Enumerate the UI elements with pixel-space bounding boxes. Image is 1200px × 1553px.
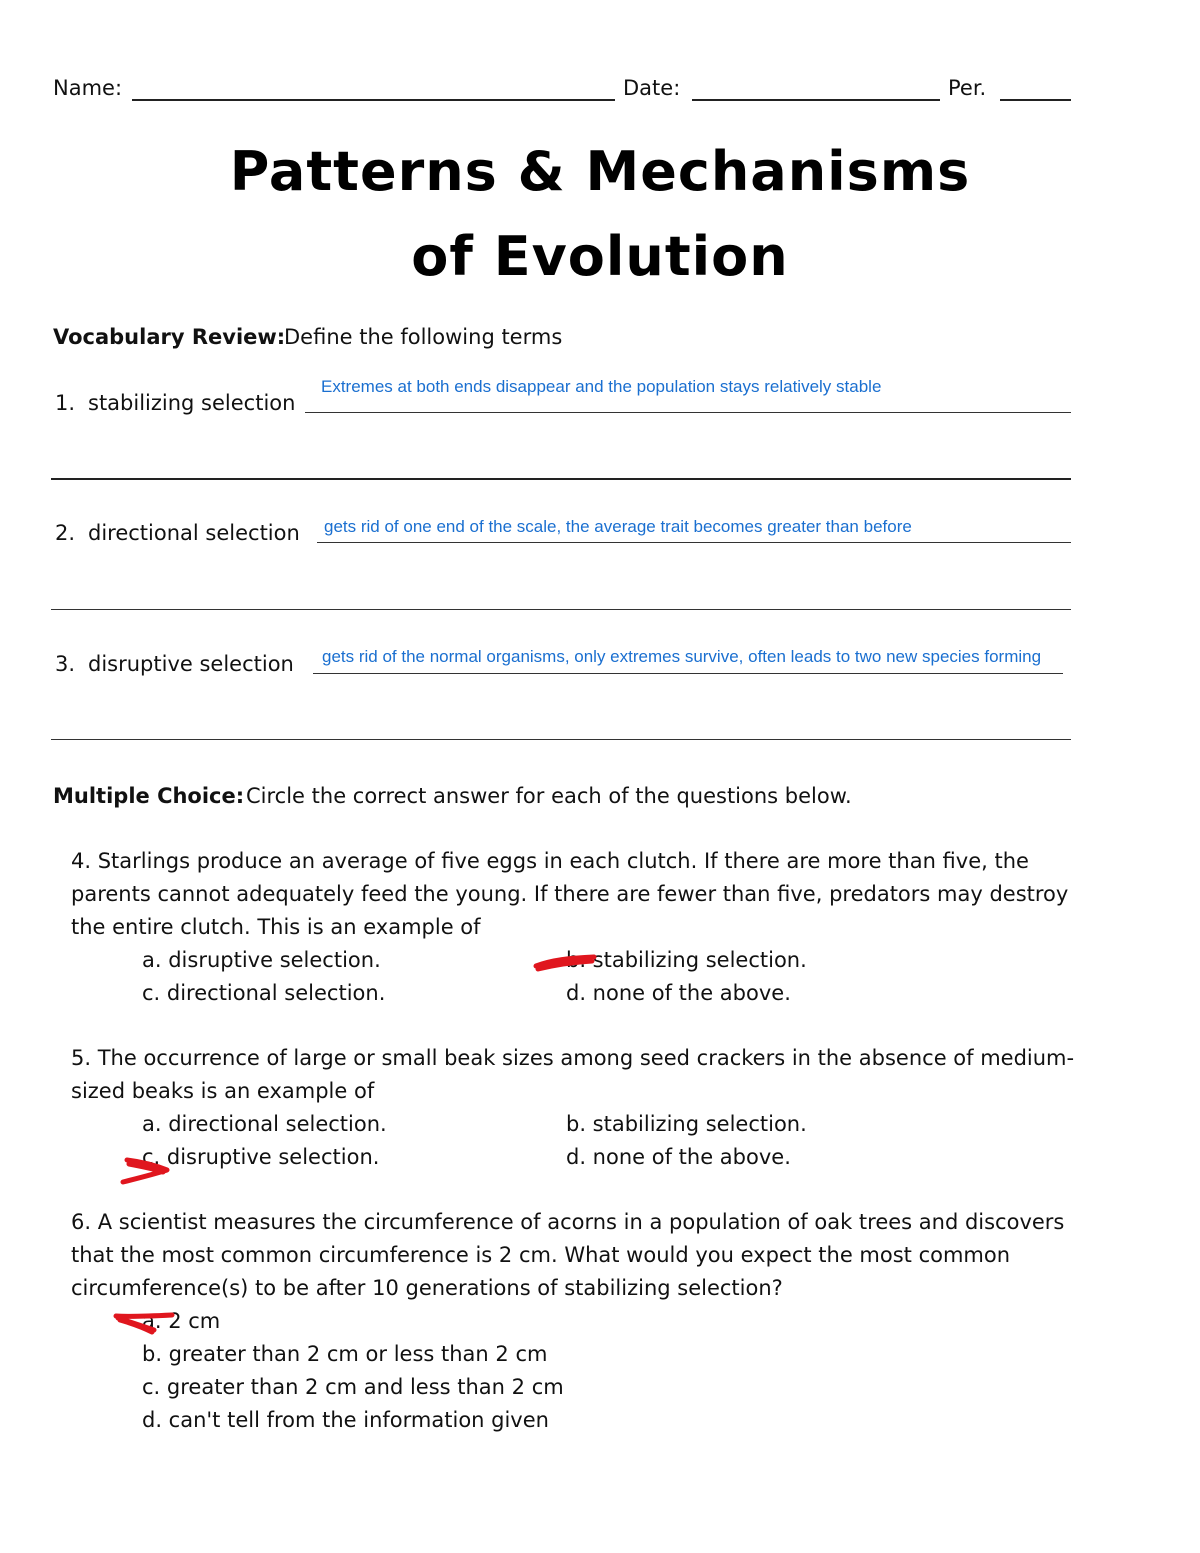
q4-line-1: 4. Starlings produce an average of five eggs in each clutch. If there are more than five, the <box>71 849 1029 873</box>
q5-answer-mark <box>115 1152 175 1188</box>
vocab-instruction: Define the following terms <box>284 325 563 349</box>
date-label: Date: <box>623 76 681 100</box>
vocab-heading: Vocabulary Review: <box>53 325 286 349</box>
q5-option-d[interactable]: d. none of the above. <box>566 1145 791 1169</box>
period-field-line[interactable] <box>1000 99 1071 101</box>
q4-option-d[interactable]: d. none of the above. <box>566 981 791 1005</box>
vocab-2-answer: gets rid of one end of the scale, the average trait becomes greater than before <box>324 517 912 536</box>
q5-option-c[interactable]: c. disruptive selection. <box>142 1145 380 1169</box>
name-field-line[interactable] <box>132 99 615 101</box>
q6-line-2: that the most common circumference is 2 cm. What would you expect the most common <box>71 1243 1011 1267</box>
q5-line-1: 5. The occurrence of large or small beak sizes among seed crackers in the absence of medium- <box>71 1046 1075 1070</box>
page-title-line1: Patterns & Mechanisms <box>229 140 971 203</box>
q4-line-3: the entire clutch. This is an example of <box>71 915 481 939</box>
name-label: Name: <box>53 76 123 100</box>
vocab-2-answer-line-2[interactable] <box>51 609 1071 610</box>
mc-instruction: Circle the correct answer for each of the questions below. <box>246 784 852 808</box>
vocab-3-term: disruptive selection <box>88 652 294 676</box>
date-field-line[interactable] <box>692 99 940 101</box>
vocab-2-number: 2. <box>55 521 76 545</box>
q4-line-2: parents cannot adequately feed the young. If there are fewer than five, predators may destroy <box>71 882 1069 906</box>
vocab-1-number: 1. <box>55 391 76 415</box>
vocab-2-answer-line[interactable] <box>317 542 1071 543</box>
vocab-3-number: 3. <box>55 652 76 676</box>
vocab-1-answer-line[interactable] <box>305 412 1071 413</box>
vocab-1-term: stabilizing selection <box>88 391 296 415</box>
q4-option-b[interactable]: b. stabilizing selection. <box>566 948 807 972</box>
mc-heading: Multiple Choice: <box>53 784 245 808</box>
vocab-3-answer-line[interactable] <box>313 673 1063 674</box>
vocab-2-term: directional selection <box>88 521 300 545</box>
q6-option-a[interactable]: a. 2 cm <box>142 1309 221 1333</box>
q6-option-c[interactable]: c. greater than 2 cm and less than 2 cm <box>142 1375 564 1399</box>
q5-line-2: sized beaks is an example of <box>71 1079 375 1103</box>
vocab-3-answer-line-2[interactable] <box>51 739 1071 740</box>
vocab-1-answer: Extremes at both ends disappear and the population stays relatively stable <box>321 377 882 396</box>
q4-option-a[interactable]: a. disruptive selection. <box>142 948 381 972</box>
page-title-line2: of Evolution <box>411 225 789 288</box>
q6-answer-mark <box>108 1308 178 1338</box>
q6-option-b[interactable]: b. greater than 2 cm or less than 2 cm <box>142 1342 548 1366</box>
period-label: Per. <box>948 76 987 100</box>
q6-line-1: 6. A scientist measures the circumference of acorns in a population of oak trees and discovers <box>71 1210 1065 1234</box>
q5-option-a[interactable]: a. directional selection. <box>142 1112 387 1136</box>
q6-line-3: circumference(s) to be after 10 generations of stabilizing selection? <box>71 1276 783 1300</box>
q5-option-b[interactable]: b. stabilizing selection. <box>566 1112 807 1136</box>
q4-answer-mark <box>530 948 600 974</box>
q4-option-c[interactable]: c. directional selection. <box>142 981 386 1005</box>
vocab-3-answer: gets rid of the normal organisms, only extremes survive, often leads to two new species forming <box>322 647 1042 666</box>
q6-option-d[interactable]: d. can't tell from the information given <box>142 1408 549 1432</box>
vocab-1-answer-line-2[interactable] <box>51 478 1071 480</box>
